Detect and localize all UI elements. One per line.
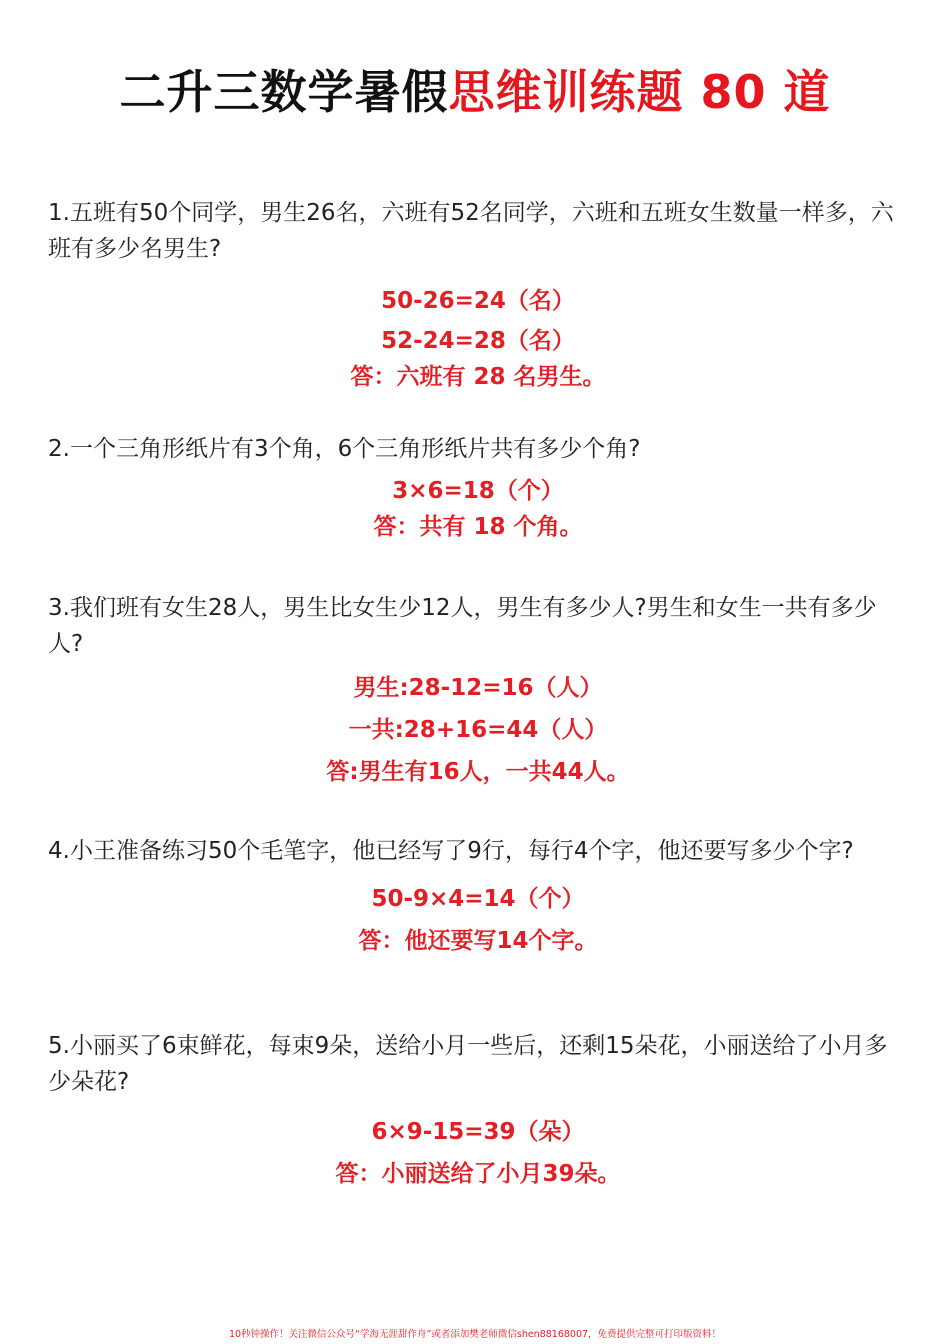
answer-line: 答：小丽送给了小月39朵。 — [335, 1161, 621, 1187]
title-part-red: 思维训练题 80 道 — [448, 65, 831, 119]
problem-1 — [48, 195, 908, 397]
answer-line: 答:男生有16人，一共44人。 — [326, 759, 630, 785]
solution-line: 男生:28-12=16（人） — [353, 675, 603, 701]
problem-4 — [48, 833, 908, 961]
solution-line: 3×6=18（个） — [392, 478, 564, 504]
problem-question: 2.一个三角形纸片有3个角，6个三角形纸片共有多少个角? — [48, 436, 641, 462]
problem-question: 4.小王准备练习50个毛笔字，他已经写了9行，每行4个字，他还要写多少个字? — [48, 838, 854, 864]
footer-note: 10秒钟操作！关注微信公众号“学海无涯甜作舟”或者添加樊老师微信shen88168007，免费提供完整可打印版资料！ — [228, 1329, 722, 1340]
solution-line: 6×9-15=39（朵） — [371, 1119, 585, 1145]
answer-line: 答：他还要写14个字。 — [358, 928, 598, 954]
answer-line: 答：共有 18 个角。 — [373, 514, 583, 540]
title-part-black: 二升三数学暑假 — [119, 65, 449, 119]
answer-line: 答：六班有 28 名男生。 — [350, 364, 606, 390]
solution-line: 52-24=28（名） — [381, 328, 575, 354]
problem-3 — [48, 590, 908, 792]
problem-question: 5.小丽买了6束鲜花，每束9朵，送给小月一些后，还剩15朵花，小丽送给了小月多少朵花? — [48, 1033, 888, 1095]
solution-line: 50-9×4=14（个） — [371, 886, 585, 912]
solution-line: 50-26=24（名） — [381, 288, 575, 314]
solution-line: 一共:28+16=44（人） — [348, 717, 608, 743]
problem-2 — [48, 431, 908, 547]
problem-question: 1.五班有50个同学，男生26名，六班有52名同学，六班和五班女生数量一样多，六班有多少名男生? — [48, 200, 894, 262]
page-title — [0, 62, 950, 122]
problem-5 — [48, 1028, 908, 1194]
problem-question: 3.我们班有女生28人，男生比女生少12人，男生有多少人?男生和女生一共有多少人? — [48, 595, 877, 657]
